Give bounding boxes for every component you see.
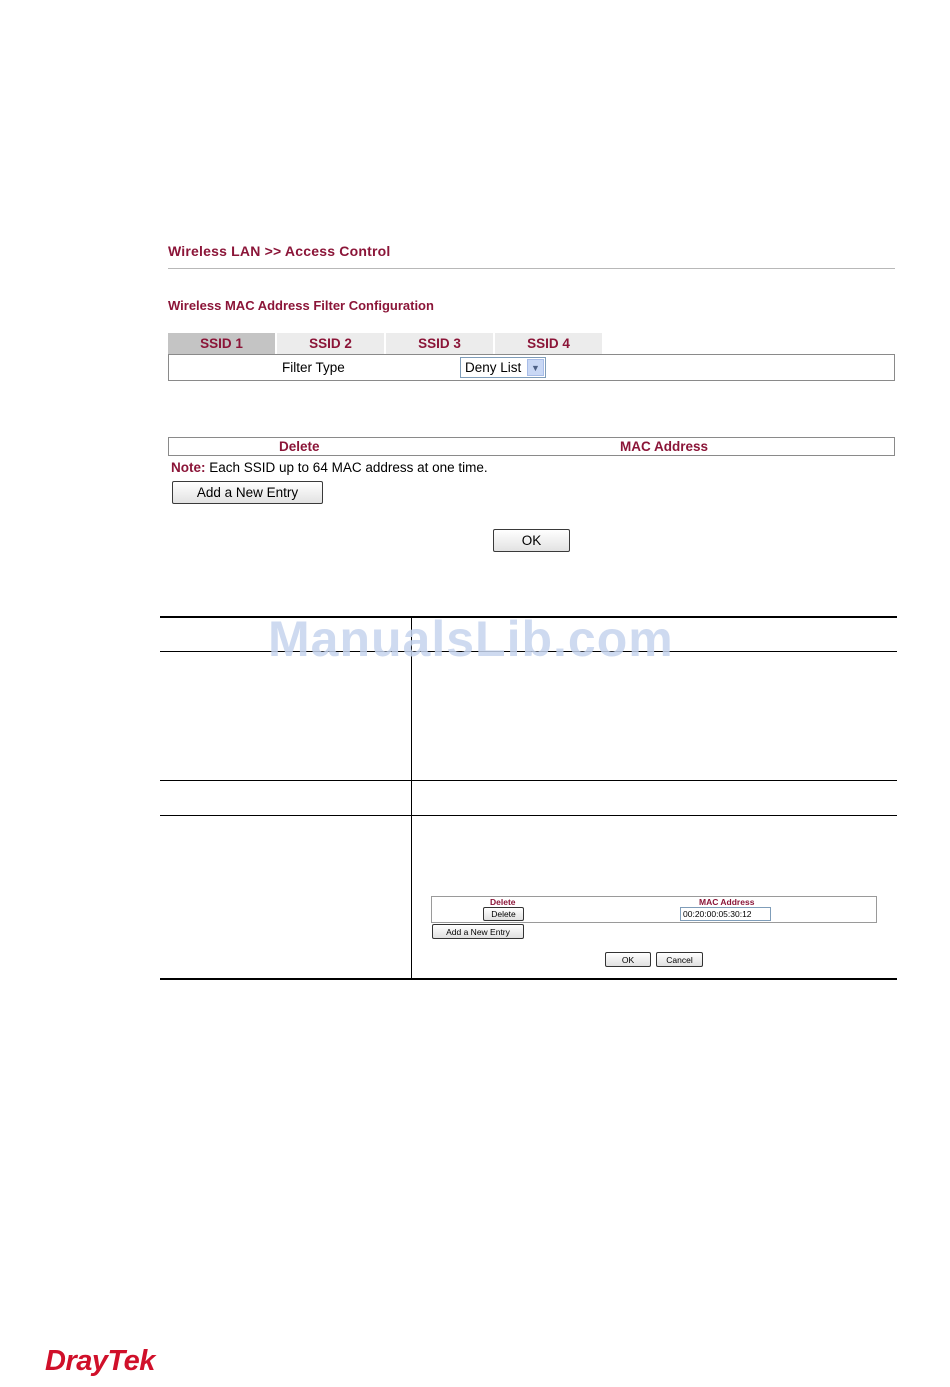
table-row-rule (160, 780, 897, 781)
example-delete-button[interactable]: Delete (483, 907, 524, 921)
section-title: Wireless MAC Address Filter Configuration (168, 298, 434, 313)
chevron-down-icon[interactable]: ▼ (527, 359, 544, 376)
note-text (171, 460, 488, 475)
tab-ssid-1[interactable]: SSID 1 (168, 333, 275, 354)
example-mac-input[interactable]: 00:20:00:05:30:12 (680, 907, 771, 921)
add-new-entry-button[interactable]: Add a New Entry (172, 481, 323, 504)
mac-table-header (168, 437, 895, 456)
example-ok-button[interactable]: OK (605, 952, 651, 967)
draytek-logo: DrayTek (45, 1345, 155, 1377)
delete-column-header: Delete (279, 439, 320, 454)
note-body: Each SSID up to 64 MAC address at one time. (205, 460, 488, 475)
filter-type-label: Filter Type (282, 360, 345, 375)
mac-address-column-header: MAC Address (620, 439, 709, 454)
watermark: ManualsLib.com (268, 611, 674, 667)
tab-ssid-4[interactable]: SSID 4 (495, 333, 602, 354)
filter-type-select[interactable] (460, 357, 546, 378)
filter-type-value: Deny List (465, 360, 522, 375)
table-bottom-rule (160, 978, 897, 980)
example-mac-header: MAC Address (699, 897, 755, 907)
tab-ssid-3[interactable]: SSID 3 (386, 333, 493, 354)
tab-ssid-2[interactable]: SSID 2 (277, 333, 384, 354)
example-delete-header: Delete (490, 897, 516, 907)
ok-button[interactable]: OK (493, 529, 570, 552)
note-prefix: Note: (171, 460, 206, 475)
ssid-tabs (168, 333, 604, 354)
example-cancel-button[interactable]: Cancel (656, 952, 703, 967)
example-add-entry-button[interactable]: Add a New Entry (432, 924, 524, 939)
breadcrumb: Wireless LAN >> Access Control (168, 243, 391, 259)
table-column-divider (411, 617, 412, 979)
header-divider (168, 268, 895, 269)
table-row-rule (160, 815, 897, 816)
